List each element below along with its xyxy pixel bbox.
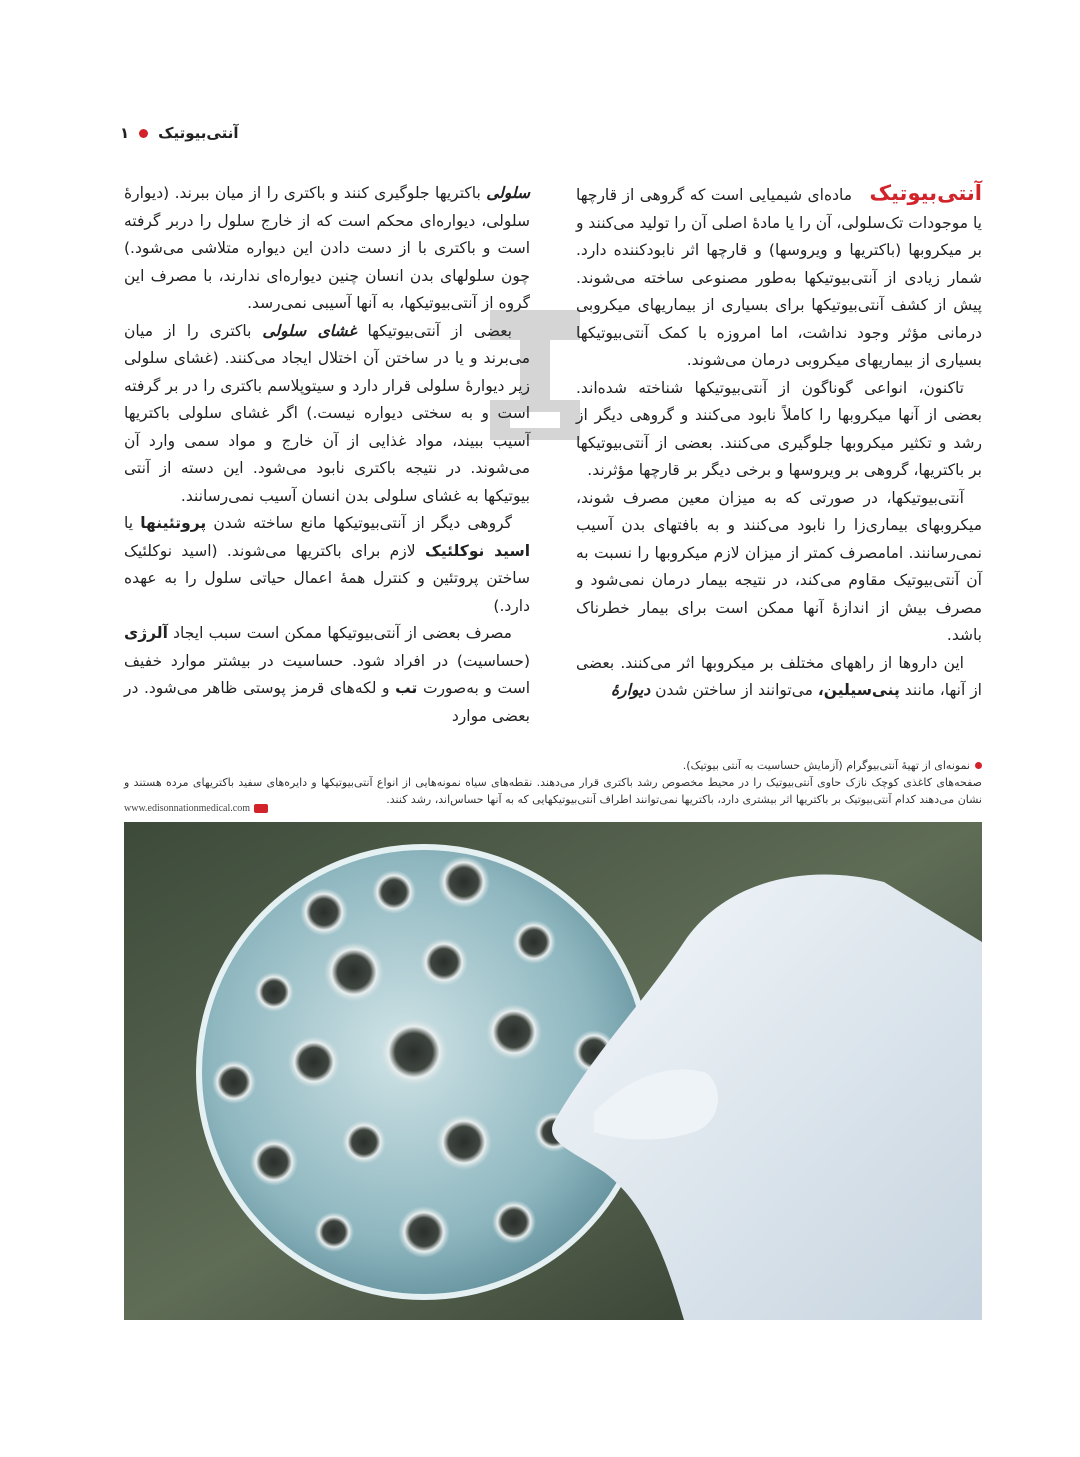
paragraph-text: تاکنون، انواعی گوناگون از آنتی‌بیوتیکها شناخته شده‌اند. بعضی از آنها میکروبها را کاملاً نابود می‌کنند و گروهی دیگر از رشد و تکثیر میکروبها جلوگیری می‌کنند. بعضی از آنتی‌بیوتیکها بر باکتریها، گروهی بر ویروسها و برخی دیگر بر قارچها مؤثرند.: [576, 378, 982, 479]
petri-dish-illustration: [124, 822, 982, 1320]
keyword: سلولی: [486, 184, 530, 202]
paragraph: [576, 485, 982, 650]
article-body: [124, 180, 982, 740]
paragraph-text: آنتی‌بیوتیکها، در صورتی که به میزان معین مصرف شوند، میکروبهای بیماری‌زا را نابود می‌کنند و به بافتهای بدن آسیب نمی‌رسانند. امامصرف کمتر از میزان لازم میکروبها را نسبت به آن آنتی‌بیوتیک مقاوم می‌کند، در نتیجه بیمار درمان نمی‌شود و مصرف بیش از اندازهٔ آنها ممکن است برای بیمار خطرناک باشد.: [576, 488, 982, 644]
right-column: [576, 180, 982, 740]
red-dot-icon: [975, 762, 982, 769]
camera-icon: [254, 804, 268, 813]
page-number: ۱: [120, 124, 130, 142]
paragraph: [576, 180, 982, 375]
caption-title: نمونه‌ای از تهیهٔ آنتی‌بیوگرام (آزمایش حساسیت به آنتی بیوتیک).: [682, 759, 970, 772]
paragraph-text: این داروها از راههای مختلف بر میکروبها اثر می‌کنند. بعضی از آنها، مانند: [576, 653, 982, 699]
keyword: آلرژی: [124, 624, 168, 642]
photo-credit: [124, 803, 268, 814]
paragraph-text: یا: [124, 514, 134, 532]
section-title: آنتی‌بیوتیک: [158, 124, 239, 142]
keyword: تب: [395, 679, 418, 697]
paragraph: [124, 180, 530, 318]
paragraph-text: گروهی دیگر از آنتی‌بیوتیکها مانع ساخته شدن: [213, 514, 512, 532]
keyword: پروتئینها: [140, 514, 207, 532]
petri-dish-photo: [124, 822, 982, 1320]
paragraph-text: باکتریها جلوگیری کنند و باکتری را از میان ببرند. (دیوارهٔ سلولی، دیواره‌ای محکم است که از خارج سلول را دربر گرفته است و باکتری با از دست دادن این دیواره متلاشی می‌شود.) چون سلولهای بدن انسان چنین دیواره‌ای ندارند، با مصرف این گروه از آنتی‌بیوتیکها، به آنها آسیبی نمی‌رسد.: [124, 184, 530, 312]
paragraph-text: لازم برای باکتریها می‌شوند. (اسید نوکلئیک ساختن پروتئین و کنترل همهٔ اعمال حیاتی سلول را به عهده دارد.): [124, 541, 530, 615]
paragraph: [576, 650, 982, 705]
paragraph-text: می‌توانند از ساختن شدن: [655, 681, 813, 699]
keyword: اسید نوکلئیک: [424, 541, 531, 560]
figure-caption: [124, 757, 982, 808]
caption-body: صفحه‌های کاغذی کوچک نازک حاوی آنتی‌بیوتیک را در محیط مخصوص رشد باکتری قرار می‌دهند. نقطه‌های سیاه نمونه‌هایی از انواع آنتی‌بیوتیکها و دایره‌های سفید باکتریهای مرده هستند و نشان می‌دهند کدام آنتی‌بیوتیک بر باکتریها اثر بیشتری دارد، باکتریها نمی‌توانند اطراف آنتی‌بیوتیکهایی که به آنها حساس‌اند، رشد کنند.: [124, 776, 982, 806]
caption-title-row: [124, 757, 982, 774]
paragraph-text: مصرف بعضی از آنتی‌بیوتیکها ممکن است سبب ایجاد: [173, 624, 512, 642]
paragraph: [124, 620, 530, 730]
credit-url: www.edisonnationmedical.com: [124, 803, 250, 814]
paragraph-text: و لکه‌های قرمز پوستی ظاهر می‌شود. در بعضی موارد: [124, 679, 530, 725]
keyword: پنی‌سیلین،: [817, 681, 900, 699]
paragraph: [124, 510, 530, 620]
paragraph-text: بعضی از آنتی‌بیوتیکها: [367, 321, 512, 340]
keyword: غشای سلولی: [262, 321, 357, 340]
paragraph-text: ماده‌ای شیمیایی است که گروهی از قارچها یا موجودات تک‌سلولی، آن را یا مادهٔ اصلی آن را تولید می‌کنند و بر میکروبها (باکتریها و ویروسها) و قارچها اثر نابودکننده دارد. شمار زیادی از آنتی‌بیوتیکها به‌طور مصنوعی ساخته می‌شوند. پیش از کشف آنتی‌بیوتیکها برای بسیاری از بیماریهای میکروبی درمانی مؤثر وجود نداشت، اما امروزه با کمک آنتی‌بیوتیکها بسیاری از بیماریهای میکروبی درمان می‌شوند.: [576, 186, 982, 369]
left-column: [124, 180, 530, 740]
paragraph: [576, 375, 982, 485]
headword: آنتی‌بیوتیک: [869, 181, 982, 205]
paragraph: [124, 318, 530, 511]
keyword: دیوارهٔ: [611, 681, 651, 699]
running-head: [120, 124, 239, 142]
red-dot-icon: [139, 129, 148, 138]
paragraph-text: (حساسیت) در افراد شود. حساسیت در بیشتر موارد خفیف است و به‌صورت: [124, 651, 531, 697]
paragraph-text: باکتری را از میان می‌برند و یا در ساختن آن اختلال ایجاد می‌کنند. (غشای سلولی زیر دیوارهٔ سلولی قرار دارد و سیتوپلاسم باکتری را در بر گرفته است و به سختی دیواره نیست.) اگر غشای سلولی باکتریها آسیب ببیند، مواد غذایی از آن خارج و مواد سمی وارد آن می‌شوند. در نتیجه باکتری نابود می‌شود. این دسته از آنتی بیوتیکها به غشای سلولی بدن انسان آسیب نمی‌رسانند.: [124, 321, 530, 505]
